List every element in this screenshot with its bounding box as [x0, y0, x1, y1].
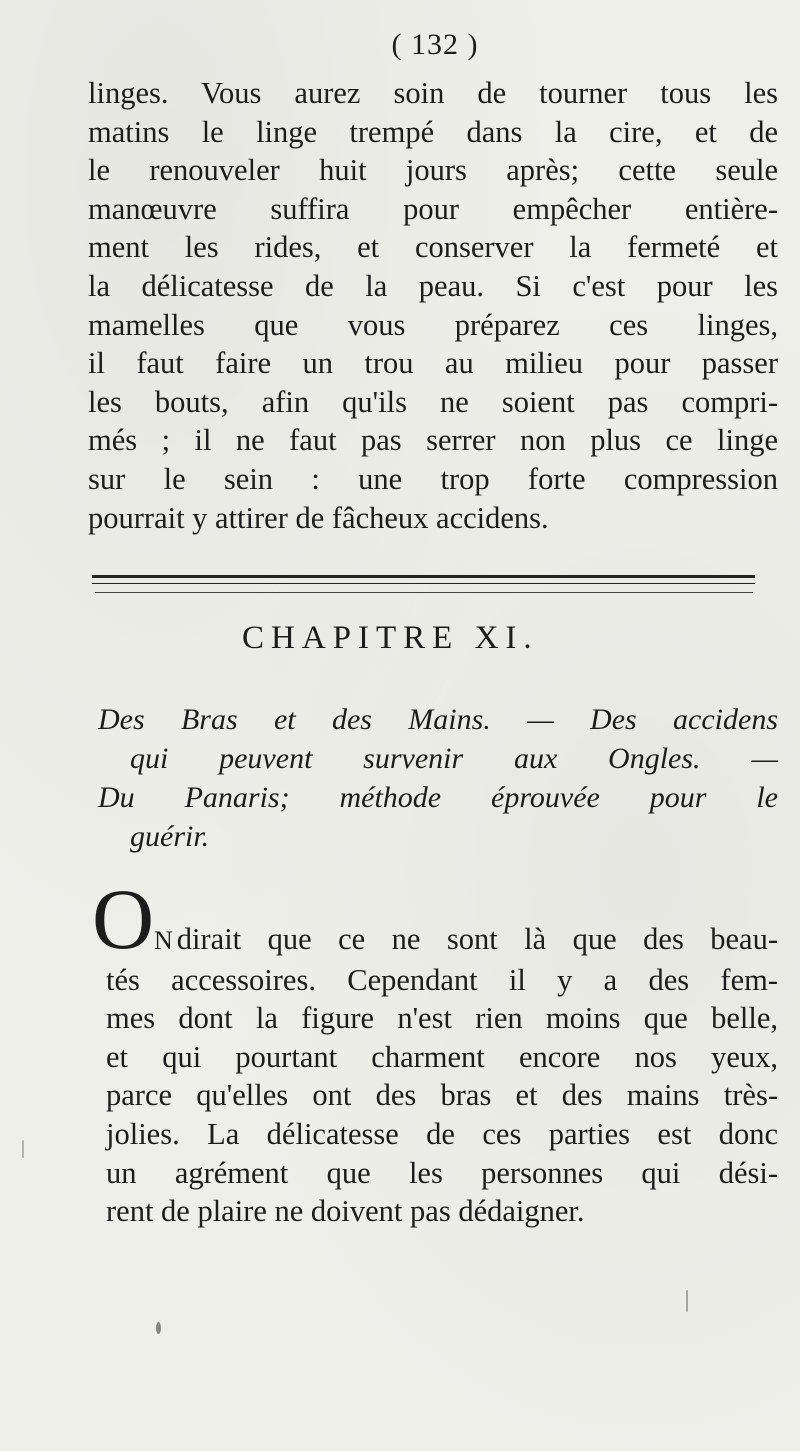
paragraph-line: linges. Vous aurez soin de tourner tous les: [88, 76, 778, 110]
paragraph-line: mes dont la figure n'est rien moins que belle,: [106, 1001, 778, 1036]
paragraph-line: la délicatesse de la peau. Si c'est pour les: [88, 268, 778, 303]
paragraph-line: tés accessoires. Cependant il y a des fem-: [106, 962, 778, 997]
second-paragraph: [106, 920, 778, 1231]
paragraph-line: rent de plaire ne doivent pas dédaigner.: [106, 1194, 585, 1229]
paragraph-line: pourrait y attirer de fâcheux accidens.: [88, 500, 549, 535]
paragraph-line: le renouveler huit jours après; cette seule: [88, 153, 778, 188]
paragraph-line: matins le linge trempé dans la cire, et de: [88, 114, 778, 149]
drop-cap: O: [92, 871, 155, 967]
summary-line: Des Bras et des Mains. — Des accidens: [98, 703, 778, 736]
summary-line: guérir.: [130, 820, 210, 853]
paragraph-line: jolies. La délicatesse de ces parties est donc: [106, 1116, 778, 1151]
paragraph-line: un agrément que les personnes qui dési-: [106, 1155, 778, 1190]
summary-line: qui peuvent survenir aux Ongles. —: [130, 742, 778, 775]
chapter-divider-thin: [92, 583, 755, 584]
paper-speck: [686, 1290, 688, 1312]
paragraph-line-text: dirait que ce ne sont là que des beau-: [176, 922, 778, 956]
paragraph-first-line: [106, 920, 778, 961]
paragraph-line: manœuvre suffira pour empêcher entière-: [88, 191, 778, 226]
paragraph-line: les bouts, afin qu'ils ne soient pas compri-: [88, 384, 778, 419]
paper-speck: [22, 1140, 24, 1158]
first-paragraph: [88, 74, 778, 537]
chapter-summary: [98, 700, 778, 856]
paragraph-line: parce qu'elles ont des bras et des mains très-: [106, 1078, 778, 1113]
paragraph-line: sur le sein : une trop forte compression: [88, 461, 778, 496]
summary-line: Du Panaris; méthode éprouvée pour le: [98, 781, 778, 814]
paragraph-line: més ; il ne faut pas serrer non plus ce linge: [88, 423, 778, 458]
page-number: ( 132 ): [391, 28, 479, 61]
paragraph-line: mamelles que vous préparez ces linges,: [88, 307, 778, 342]
chapter-divider-thin-lower: [95, 592, 753, 593]
paragraph-line: il faut faire un trou au milieu pour passer: [88, 346, 778, 381]
chapter-title: CHAPITRE XI.: [242, 620, 539, 656]
paragraph-line: ment les rides, et conserver la fermeté et: [88, 230, 778, 265]
paragraph-line: et qui pourtant charment encore nos yeux,: [106, 1039, 778, 1074]
paper-speck: [156, 1322, 161, 1334]
chapter-divider-thick: [92, 575, 755, 578]
first-word-rest: N: [154, 926, 173, 955]
